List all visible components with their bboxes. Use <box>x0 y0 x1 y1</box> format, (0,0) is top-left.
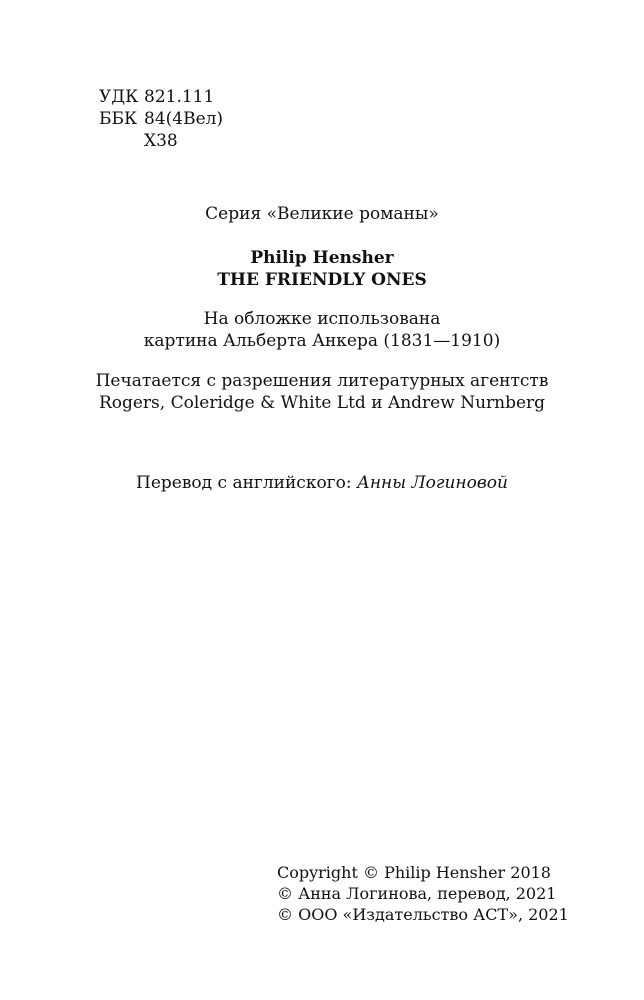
cover-note-line-1: На обложке использована <box>203 309 441 329</box>
bbk-label: ББК <box>99 109 138 129</box>
translator-name: Анны Логиновой <box>356 473 508 493</box>
cover-note <box>0 308 644 352</box>
copyright-line-2: © Анна Логинова, перевод, 2021 <box>277 884 557 903</box>
copyright-line-3: © ООО «Издательство АСТ», 2021 <box>277 905 569 924</box>
copyright-line-1: Copyright © Philip Hensher 2018 <box>277 863 551 882</box>
original-edition <box>0 247 644 291</box>
translation-credit <box>0 472 644 494</box>
author-mark-row <box>99 130 223 152</box>
udk-value: 821.111 <box>144 87 215 107</box>
cover-note-line-2: картина Альберта Анкера (1831—1910) <box>143 331 501 351</box>
rights-note-line-2: Rogers, Coleridge & White Ltd и Andrew Nurnberg <box>98 393 546 413</box>
library-classification <box>99 86 223 152</box>
bbk-value: 84(4Вел) <box>144 109 224 129</box>
original-author: Philip Hensher <box>250 248 394 268</box>
original-title: THE FRIENDLY ONES <box>217 270 427 290</box>
copyright-notice <box>277 862 569 925</box>
author-mark: Х38 <box>144 131 178 151</box>
translation-label: Перевод с английского: <box>136 473 352 493</box>
udk-row <box>99 86 223 108</box>
bbk-row <box>99 108 223 130</box>
rights-note-line-1: Печатается с разрешения литературных агентств <box>95 371 549 391</box>
series-title: Серия «Великие романы» <box>205 204 439 224</box>
rights-note <box>0 370 644 414</box>
udk-label: УДК <box>99 87 139 107</box>
